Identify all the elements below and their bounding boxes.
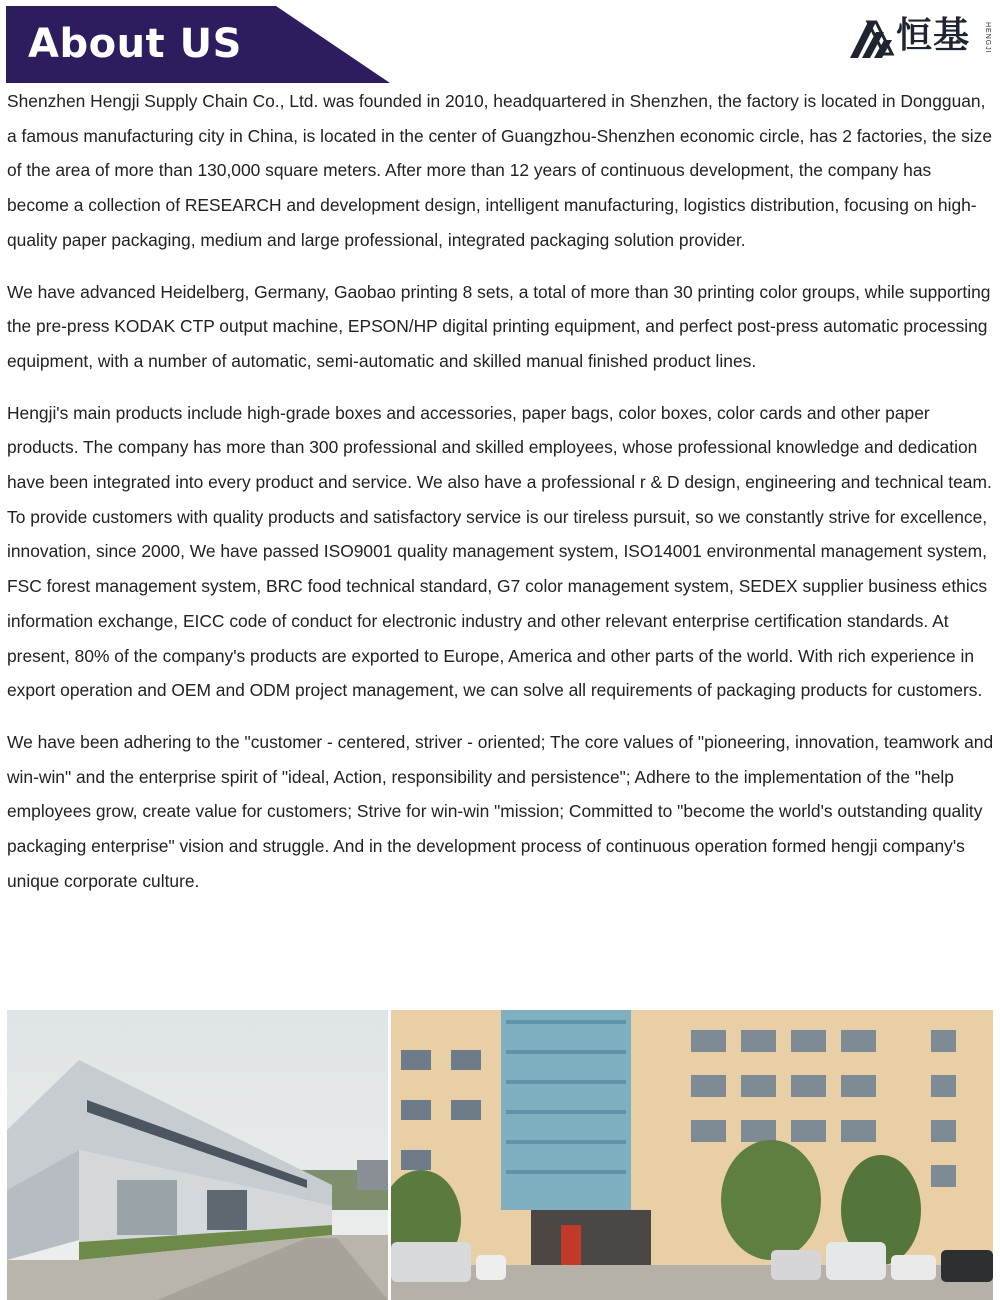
title-banner (6, 6, 390, 83)
paragraph-intro: Shenzhen Hengji Supply Chain Co., Ltd. was founded in 2010, headquartered in Shenzhen, the factory is located in Dongguan, a famous manufacturing city in China, is located in the center of Guangzhou-Shenzhen economic circle, has 2 factories, the size of the area of more than 130,000 square meters. After more than 12 years of continuous development, the company has become a collection of RESEARCH and development design, intelligent manufacturing, logistics distribution, focusing on high-quality paper packaging, medium and large professional, integrated packaging solution provider. (7, 91, 993, 250)
logo-mark-icon (846, 14, 896, 64)
photo-strip (7, 1010, 993, 1300)
factory-building-photo (391, 1010, 993, 1300)
logo-text: 恒基 (896, 15, 971, 56)
paragraph-products: Hengji's main products include high-grade boxes and accessories, paper bags, color boxes, color cards and other paper products. The company has more than 300 professional and skilled employees, whose professional knowledge and dedication have been integrated into every product and service. We also have a professional r & D design, engineering and technical team. To provide customers with quality products and satisfactory service is our tireless pursuit, so we constantly strive for excellence, innovation, since 2000, We have passed ISO9001 quality management system, ISO14001 environmental management system, FSC forest management system, BRC food technical standard, G7 color management system, SEDEX supplier business ethics information exchange, EICC code of conduct for electronic industry and other relevant enterprise certification standards. At present, 80% of the company's products are exported to Europe, America and other parts of the world. With rich experience in export operation and OEM and ODM project management, we can solve all requirements of packaging products for customers. (7, 402, 992, 701)
about-content (7, 84, 997, 915)
factory-warehouse-photo (7, 1010, 388, 1300)
paragraph-culture: We have been adhering to the "customer - centered, striver - oriented; The core values of "pioneering, innovation, teamwork and win-win" and the enterprise spirit of "ideal, Action, responsibility and persistence"; Adhere to the implementation of the "help employees grow, create value for customers; Strive for win-win "mission; Committed to "become the world's outstanding quality packaging enterprise" vision and struggle. And in the development process of continuous operation formed hengji company's unique corporate culture. (7, 731, 994, 891)
page-title: About US (28, 21, 242, 67)
company-logo (846, 10, 994, 68)
paragraph-equipment: We have advanced Heidelberg, Germany, Gaobao printing 8 sets, a total of more than 30 printing color groups, while supporting the pre-press KODAK CTP output machine, EPSON/HP digital printing equipment, and perfect post-press automatic processing equipment, with a number of automatic, semi-automatic and skilled manual finished product lines. (7, 281, 991, 371)
logo-subtext: HENGJI (984, 22, 991, 54)
